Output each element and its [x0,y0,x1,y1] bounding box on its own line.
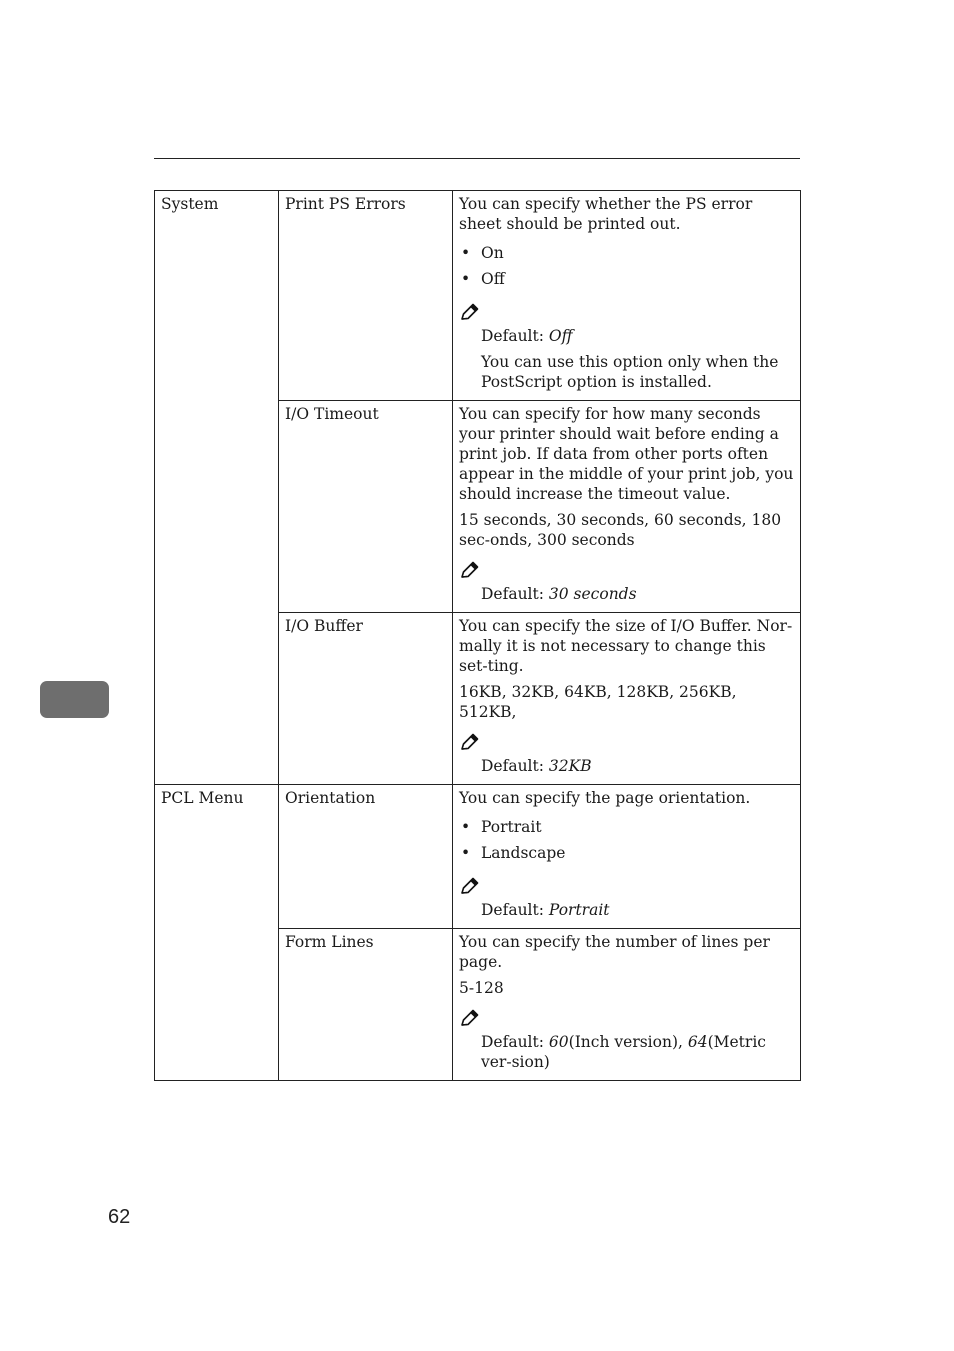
default-value: Default: 32KB [481,757,592,775]
list-item: • Portrait [461,818,542,836]
menu-label: System [161,195,219,213]
default-value: Default: Portrait [481,901,610,919]
item-label: I/O Buffer [285,617,363,635]
description-cell [453,401,801,613]
item-cell [279,401,453,613]
pencil-note-icon [459,732,481,752]
note-block [459,560,795,604]
note-block [459,876,795,920]
description-cell [453,785,801,929]
table-row [155,191,801,401]
description-text: You can specify the page orientation. [459,789,751,807]
description-text: You can specify for how many seconds your printer should wait before ending a print job. If data from other ports often appear in the middle of your print job, you should increase the timeout value. [459,405,794,503]
values-text: 5-128 [459,979,504,997]
item-cell [279,613,453,785]
menu-cell-pcl [155,785,279,1081]
settings-table [154,190,801,1081]
menu-cell-system [155,191,279,785]
item-cell [279,785,453,929]
description-text: You can specify whether the PS error sheet should be printed out. [459,195,753,233]
item-label: I/O Timeout [285,405,379,423]
description-cell [453,191,801,401]
chapter-tab [40,681,109,718]
values-text: 16KB, 32KB, 64KB, 128KB, 256KB, 512KB, [459,683,737,721]
default-value: Default: 30 seconds [481,585,637,603]
pencil-note-icon [459,302,481,322]
pencil-note-icon [459,560,481,580]
description-text: You can specify the size of I/O Buffer. Nor-mally it is not necessary to change this set-ting. [459,617,793,675]
default-value: Default: 60(Inch version), 64(Metric ver-sion) [481,1033,766,1071]
note-extra: You can use this option only when the PostScript option is installed. [481,353,779,391]
item-cell [279,191,453,401]
note-block [459,1008,795,1072]
note-block [459,302,795,392]
default-value: Default: Off [481,327,573,345]
item-cell [279,929,453,1081]
item-label: Form Lines [285,933,374,951]
list-item: • Landscape [461,844,566,862]
page-number: 62 [108,1206,131,1228]
menu-label: PCL Menu [161,789,244,807]
values-text: 15 seconds, 30 seconds, 60 seconds, 180 sec-onds, 300 seconds [459,511,782,549]
header-rule [154,158,800,159]
item-label: Orientation [285,789,376,807]
description-cell [453,929,801,1081]
note-block [459,732,795,776]
pencil-note-icon [459,876,481,896]
option-list [459,814,795,866]
list-item: • Off [461,270,505,288]
pencil-note-icon [459,1008,481,1028]
table-row [155,785,801,929]
item-label: Print PS Errors [285,195,406,213]
list-item: • On [461,244,504,262]
description-cell [453,613,801,785]
description-text: You can specify the number of lines per page. [459,933,770,971]
option-list [459,240,795,292]
